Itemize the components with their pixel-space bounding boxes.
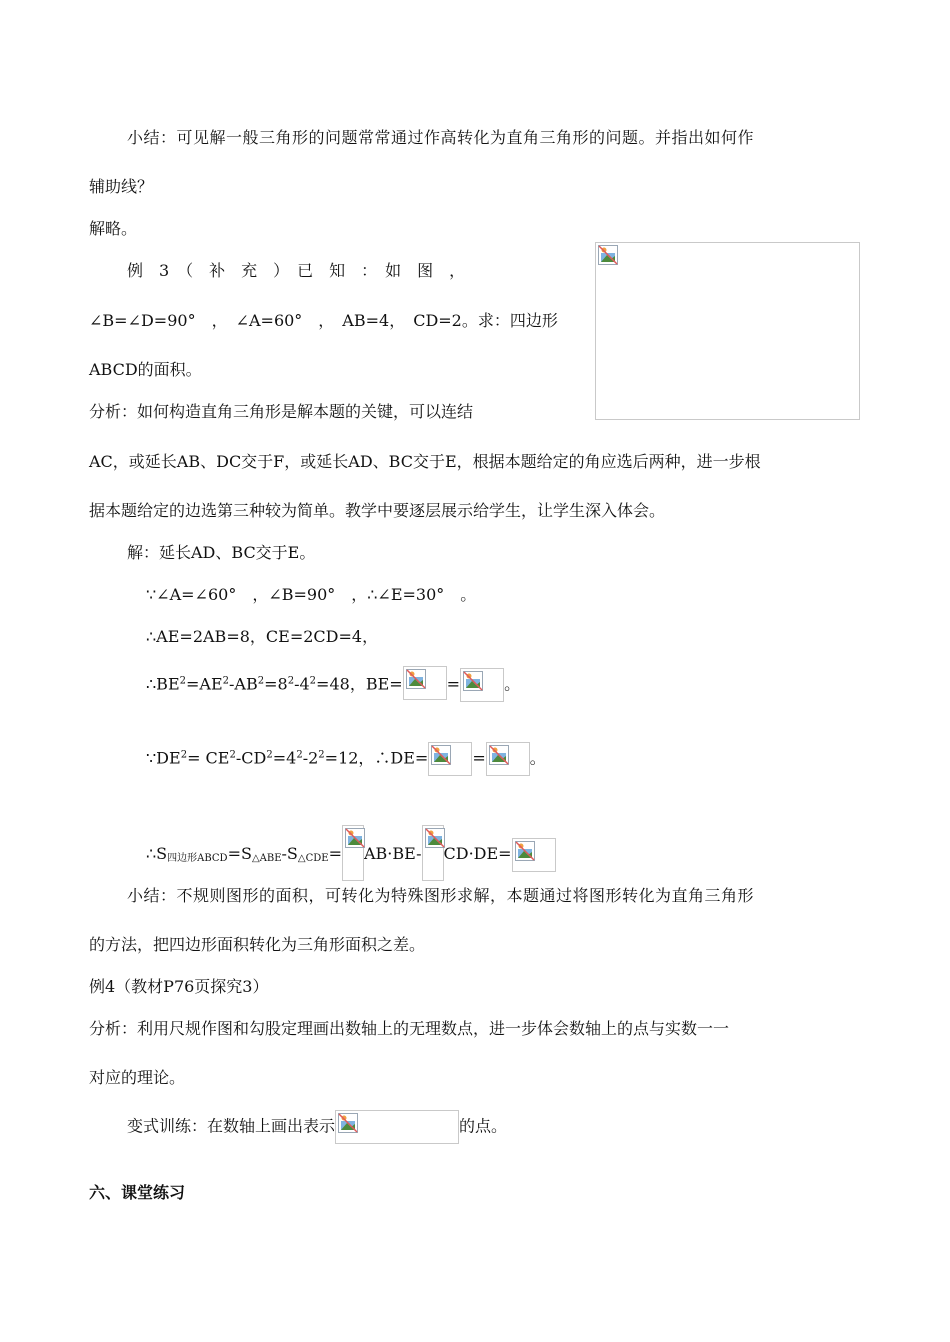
analysis-line-3: 据本题给定的边选第三种较为简单。教学中要逐层展示给学生，让学生深入体会。 (89, 501, 666, 520)
analysis-line-1: 分析：如何构造直角三角形是解本题的关键，可以连结 (89, 402, 474, 421)
example3-line-1: 例 3 （ 补 充 ） 已 知 ： 如 图 ， (127, 261, 466, 280)
fraction-image (422, 825, 444, 881)
formula-image (335, 1110, 459, 1144)
formula-image (512, 838, 556, 872)
broken-image-icon (406, 669, 426, 689)
formula-image (403, 666, 447, 700)
figure-image (595, 242, 860, 420)
analysis4-line-2: 对应的理论。 (89, 1068, 186, 1087)
solution-step-4: $\because DE^2= CE^2-CD^2=4^2-2^2=12$，∴DE= = 。 (146, 742, 546, 776)
solution-step-3: $\therefore BE^2=AE^2-AB^2=8^2-4^2=48$，BE= = 。 (146, 668, 520, 702)
formula-image (486, 742, 530, 776)
analysis-line-2: AC，或延长AB、DC交于F，或延长AD、BC交于E，根据本题给定的角应选后两种，进一步根 (89, 452, 761, 471)
summary-line-1: 小结：可见解一般三角形的问题常常通过作高转化为直角三角形的问题。并指出如何作 (127, 128, 755, 147)
summary2-line-1: 小结：不规则图形的面积，可转化为特殊图形求解，本题通过将图形转化为直角三角形 (127, 886, 755, 905)
analysis4-line-1: 分析：利用尺规作图和勾股定理画出数轴上的无理数点，进一步体会数轴上的点与实数一一 (89, 1019, 730, 1038)
broken-image-icon (463, 671, 483, 691)
variant-training: 变式训练：在数轴上画出表示 的点。 (127, 1110, 507, 1144)
broken-image-icon (345, 828, 365, 848)
broken-image-icon (425, 828, 445, 848)
broken-image-icon (515, 841, 535, 861)
section-heading: 六、课堂练习 (89, 1183, 186, 1202)
formula-image (428, 742, 472, 776)
example3-line-2: ∠B=∠D=90° ， ∠A=60° ， AB=4， CD=2。求：四边形 (89, 311, 558, 330)
summary-line-2: 辅助线？ (89, 177, 154, 196)
formula-image (460, 668, 504, 702)
solution-intro: 解：延长AD、BC交于E。 (127, 543, 316, 562)
solution-step-2: ∴AE=2AB=8，CE=2CD=4， (146, 627, 379, 646)
example3-line-3: ABCD的面积。 (89, 360, 202, 379)
summary2-line-2: 的方法，把四边形面积转化为三角形面积之差。 (89, 935, 426, 954)
solution-omitted: 解略。 (89, 219, 138, 238)
broken-image-icon (338, 1113, 358, 1133)
broken-image-icon (598, 245, 618, 265)
broken-image-icon (431, 745, 451, 765)
solution-step-1: ∵∠A=∠60° ，∠B=90° ，∴∠E=30° 。 (146, 585, 477, 604)
fraction-image (342, 825, 364, 881)
solution-step-5: $\therefore S_{四边形ABCD}=S_{\triangle ABE}-S_{\triangle CDE}=$ AB·BE- CD·DE= (146, 825, 556, 881)
broken-image-icon (489, 745, 509, 765)
example4: 例4（教材P76页探究3） (89, 977, 269, 996)
